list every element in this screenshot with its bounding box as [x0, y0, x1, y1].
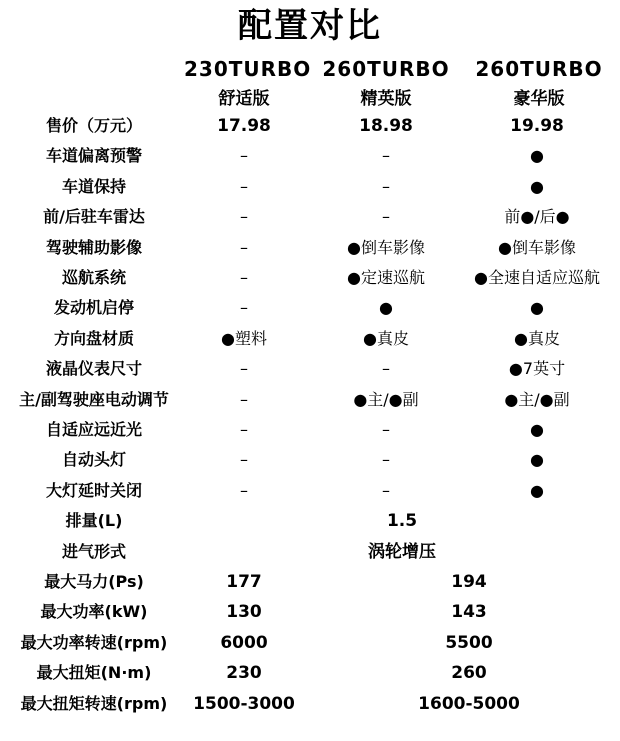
- column-model: 230TURBO: [184, 57, 312, 81]
- row-label: 大灯延时关闭: [45, 480, 142, 500]
- row-label: 进气形式: [61, 541, 126, 561]
- cell-elite: ●: [379, 298, 393, 318]
- cell-comfort: –: [240, 420, 248, 439]
- page-title: 配置对比: [238, 6, 382, 46]
- cell-elite: –: [382, 207, 390, 227]
- table-row: [0, 658, 620, 688]
- column-model: 260TURBO: [322, 57, 450, 81]
- cell-260turbo: 143: [451, 602, 487, 623]
- cell-comfort: –: [240, 237, 248, 257]
- row-label: 方向盘材质: [53, 328, 134, 348]
- column-header-comfort: [184, 57, 312, 110]
- table-row: [0, 202, 620, 232]
- table-row: [0, 354, 620, 384]
- cell-260turbo: 260: [451, 663, 487, 684]
- cell-comfort: ●塑料: [221, 328, 267, 348]
- column-header-elite: [318, 58, 454, 110]
- row-label: 主/副驾驶座电动调节: [19, 389, 169, 409]
- cell-luxury: ●: [530, 298, 544, 318]
- cell-elite: –: [382, 480, 390, 500]
- cell-260turbo: 1600-5000: [418, 693, 520, 714]
- cell-comfort: –: [240, 480, 248, 500]
- table-row: [0, 233, 620, 263]
- column-trim: 精英版: [360, 89, 412, 109]
- cell-luxury: 前●/后●: [504, 207, 570, 227]
- cell-comfort: –: [240, 268, 248, 287]
- cell-260turbo: 5500: [445, 632, 493, 653]
- row-label: 液晶仪表尺寸: [45, 359, 142, 379]
- cell-230turbo: 1500-3000: [193, 693, 295, 714]
- cell-luxury: ●: [530, 420, 544, 439]
- table-row: [0, 141, 620, 171]
- table-row: [0, 445, 620, 475]
- table-row: [0, 689, 620, 719]
- cell-luxury: ●真皮: [514, 328, 560, 348]
- row-label: 驾驶辅助影像: [45, 237, 142, 257]
- column-trim: 豪华版: [513, 89, 565, 109]
- cell-luxury: ●主/●副: [504, 389, 570, 409]
- cell-comfort: –: [240, 298, 248, 318]
- row-label: 最大功率(kW): [40, 602, 148, 622]
- cell-comfort: –: [240, 207, 248, 227]
- table-row: [0, 263, 620, 293]
- cell-elite: ●主/●副: [353, 389, 419, 409]
- cell-luxury: ●7英寸: [508, 359, 566, 379]
- row-label: 自动头灯: [61, 450, 126, 470]
- table-row: [0, 476, 620, 506]
- cell-230turbo: 230: [226, 663, 262, 684]
- cell-all-trims: 1.5: [386, 511, 418, 532]
- row-label: 发动机启停: [53, 298, 134, 318]
- cell-all-trims: 涡轮增压: [368, 541, 436, 562]
- table-row: [0, 293, 620, 323]
- column-header-luxury: [464, 58, 614, 110]
- table-row: [0, 324, 620, 354]
- cell-elite: ●真皮: [363, 328, 409, 348]
- row-label: 车道偏离预警: [45, 146, 142, 166]
- cell-comfort: –: [240, 450, 248, 470]
- cell-luxury: 19.98: [510, 116, 564, 136]
- cell-elite: 18.98: [359, 116, 413, 136]
- table-row: [0, 537, 620, 567]
- column-trim: 舒适版: [218, 89, 270, 109]
- table-row: [0, 172, 620, 202]
- row-label: 车道保持: [61, 176, 126, 196]
- row-label: 最大扭矩转速(rpm): [20, 693, 168, 713]
- cell-luxury: ●: [530, 146, 544, 166]
- cell-comfort: –: [240, 389, 248, 409]
- cell-230turbo: 177: [226, 572, 262, 592]
- table-row: [0, 111, 620, 141]
- cell-luxury: ●: [530, 480, 544, 500]
- row-label: 最大功率转速(rpm): [20, 632, 168, 652]
- row-label: 售价（万元）: [45, 116, 142, 135]
- cell-elite: –: [382, 450, 390, 470]
- row-label: 最大马力(Ps): [44, 572, 144, 591]
- row-label: 最大扭矩(N·m): [36, 663, 152, 683]
- cell-comfort: –: [240, 176, 248, 196]
- cell-elite: –: [382, 420, 390, 439]
- table-row: [0, 628, 620, 658]
- cell-comfort: 17.98: [217, 116, 271, 136]
- table-row: [0, 415, 620, 445]
- cell-elite: –: [382, 176, 390, 196]
- cell-luxury: ●: [530, 176, 544, 196]
- cell-elite: –: [382, 359, 390, 379]
- row-label: 巡航系统: [61, 268, 126, 287]
- cell-elite: ●倒车影像: [347, 237, 425, 257]
- cell-elite: ●定速巡航: [347, 268, 425, 287]
- row-label: 排量(L): [65, 511, 123, 531]
- cell-comfort: –: [240, 146, 248, 166]
- row-label: 自适应远近光: [45, 420, 142, 439]
- cell-luxury: ●倒车影像: [498, 237, 576, 257]
- cell-elite: –: [382, 146, 390, 166]
- table-row: [0, 567, 620, 597]
- column-model: 260TURBO: [475, 57, 603, 81]
- cell-luxury: ●: [530, 450, 544, 470]
- table-row: [0, 385, 620, 415]
- row-label: 前/后驻车雷达: [43, 207, 145, 227]
- cell-230turbo: 130: [226, 602, 262, 623]
- cell-230turbo: 6000: [220, 632, 268, 653]
- cell-260turbo: 194: [451, 572, 487, 592]
- table-row: [0, 597, 620, 627]
- cell-comfort: –: [240, 359, 248, 379]
- cell-luxury: ●全速自适应巡航: [474, 268, 600, 287]
- table-row: [0, 506, 620, 536]
